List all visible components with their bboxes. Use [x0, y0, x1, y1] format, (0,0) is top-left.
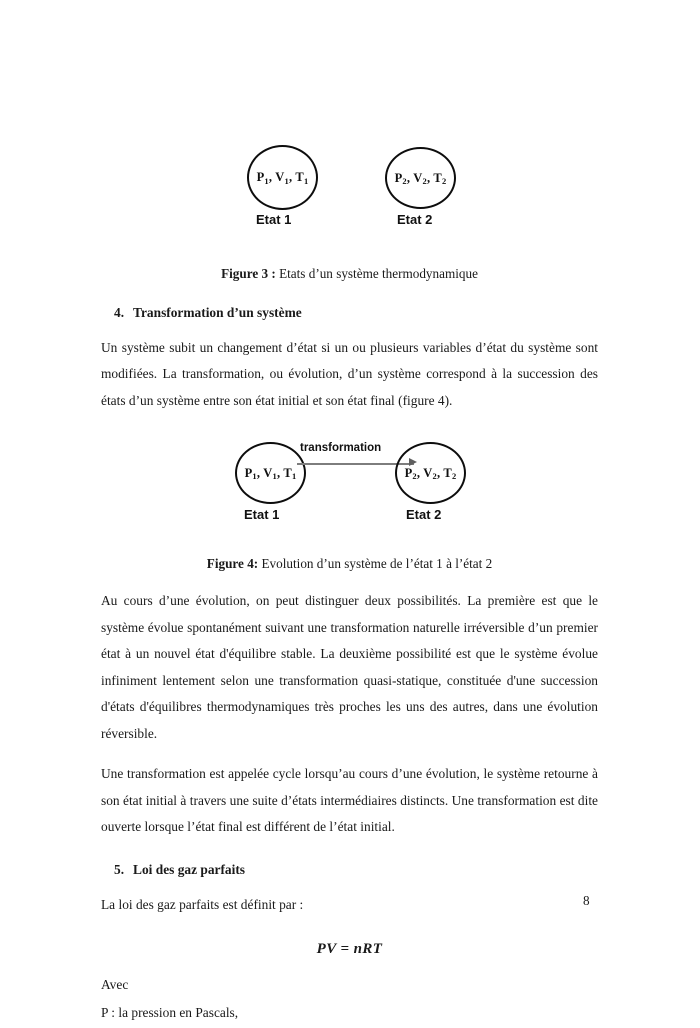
figure3-state1-caption: Etat 1 [256, 212, 292, 227]
figure4-state2-caption: Etat 2 [406, 507, 442, 523]
var-subscript: 2 [441, 176, 447, 186]
figure4-state2-variables: $P_2$, $V_2$, $T_2$ [404, 465, 457, 482]
var-subscript: 2 [412, 471, 417, 482]
var-subscript: 1 [303, 175, 309, 186]
page-number: 8 [583, 893, 590, 908]
var-symbol: V [423, 465, 433, 480]
figure3-state1-variables: $P_1$, $V_1$, $T_1$ [256, 170, 309, 186]
section-4-title: Transformation d’un système [133, 304, 302, 320]
figure-3-caption-text: Etats d’un système thermodynamique [275, 266, 478, 281]
section-5-title: Loi des gaz parfaits [133, 861, 246, 877]
section-5-heading [101, 862, 598, 878]
var-symbol: P [404, 465, 413, 480]
var-subscript: 1 [291, 471, 297, 482]
figure-4-caption-text: Evolution d’un système de l’état 1 à l’état 2 [258, 556, 493, 572]
section-5-number: 5. [114, 861, 125, 877]
figure-4-caption [101, 554, 598, 574]
var-symbol: T [295, 170, 304, 184]
ideal-gas-law-formula: PV = nRT [316, 940, 383, 957]
figure-4-caption-label: Figure 4: [206, 556, 259, 572]
var-subscript: 2 [402, 176, 407, 186]
figure-3-diagram [101, 132, 598, 254]
figure4-state2-circle [395, 442, 466, 504]
with-label: Avec [101, 976, 129, 992]
var-subscript: 2 [422, 176, 427, 186]
var-subscript: 1 [252, 471, 257, 482]
section-4-heading [101, 305, 598, 321]
var-symbol: T [283, 465, 292, 480]
transformation-arrow-label: transformation [300, 442, 382, 455]
section-4-number: 4. [114, 304, 125, 320]
figure4-state1-caption: Etat 1 [244, 507, 280, 523]
var-subscript: 1 [284, 175, 289, 186]
figure3-state2-variables: $P_2$, $V_2$, $T_2$ [394, 170, 447, 186]
var-symbol: T [443, 465, 452, 480]
var-symbol: P [244, 465, 253, 480]
var-symbol: P [394, 170, 403, 185]
figure4-state1-variables: $P_1$, $V_1$, $T_1$ [244, 465, 297, 482]
pressure-definition: P : la pression en Pascals, [101, 1005, 239, 1021]
var-subscript: 2 [432, 471, 437, 482]
var-symbol: T [433, 170, 442, 185]
figure4-state1-circle [235, 442, 306, 504]
page-content [101, 0, 598, 1027]
section-4-paragraph: Un système subit un changement d’état si un ou plusieurs variables d’état du système sont modifiées. La transformation, ou évolution, d’un système correspond à la succession des états d’un système entre son état initial et son état final (figure 4). [101, 339, 598, 408]
figure3-state2-circle [385, 147, 456, 209]
figure-3-caption [101, 264, 598, 284]
figure3-state2-caption: Etat 2 [397, 212, 433, 227]
section-5-intro: La loi des gaz parfaits est définit par : [101, 896, 304, 912]
figure-4-diagram [101, 432, 598, 544]
var-symbol: V [263, 465, 273, 480]
var-subscript: 1 [272, 471, 277, 482]
figure-3-caption-label: Figure 3 : [221, 266, 276, 281]
figure3-state1-circle [247, 145, 318, 210]
var-symbol: V [275, 170, 285, 184]
paragraph-cycle: Une transformation est appelée cycle lorsqu’au cours d’une évolution, le système retourne à son état initial à travers une suite d’états intermédiaires distincts. Une transformation est dite ouverte lorsque l’état final est différent de l’état initial. [101, 766, 598, 835]
var-subscript: 2 [451, 471, 457, 482]
var-subscript: 1 [264, 175, 269, 186]
var-symbol: P [256, 170, 265, 184]
var-symbol: V [413, 170, 423, 185]
paragraph-evolution: Au cours d’une évolution, on peut distinguer deux possibilités. La première est que le système évolue spontanément suivant une transformation naturelle irréversible d’un premier état à un nouvel état d'équilibre stable. La deuxième possibilité est que le système évolue infiniment lentement selon une transformation quasi-statique, constituée d'une succession d'états d'équilibres thermodynamiques très proches les uns des autres, dans une évolution réversible. [101, 593, 598, 741]
